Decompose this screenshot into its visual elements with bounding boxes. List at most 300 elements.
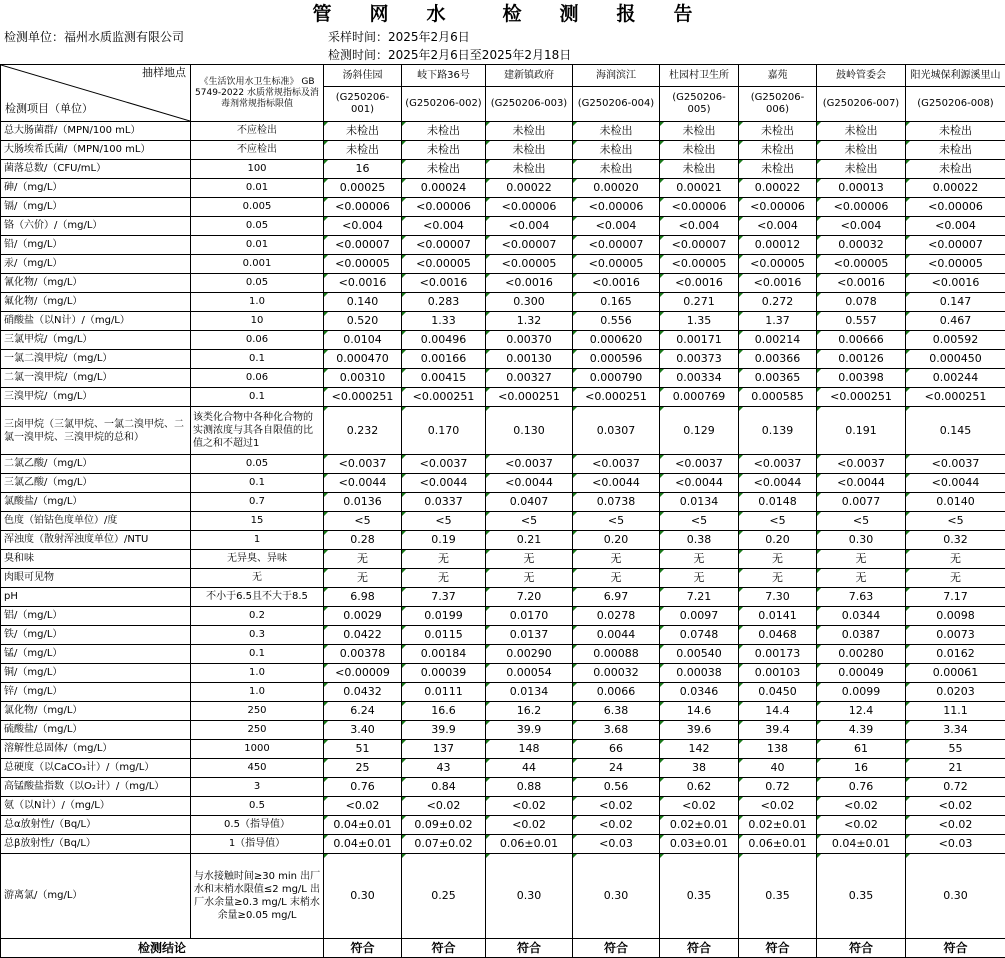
result-value: 0.06±0.01 xyxy=(739,835,817,854)
result-value: 0.0748 xyxy=(660,626,739,645)
result-value: 未检出 xyxy=(324,122,402,141)
result-value: 未检出 xyxy=(402,141,486,160)
result-value: 0.76 xyxy=(324,778,402,797)
result-value: <5 xyxy=(402,512,486,531)
result-value: <0.00006 xyxy=(573,198,660,217)
item-name: 汞/（mg/L） xyxy=(1,255,191,274)
result-value: 0.0044 xyxy=(573,626,660,645)
result-value: <5 xyxy=(739,512,817,531)
result-value: 138 xyxy=(739,740,817,759)
result-value: 无 xyxy=(660,569,739,588)
result-value: <0.000251 xyxy=(486,388,573,407)
item-name: 一氯二溴甲烷/（mg/L） xyxy=(1,350,191,369)
result-value: <5 xyxy=(486,512,573,531)
standard-limit: 0.01 xyxy=(191,179,324,198)
result-value: 无 xyxy=(906,569,1005,588)
result-value: 38 xyxy=(660,759,739,778)
standard-limit: 不应检出 xyxy=(191,122,324,141)
item-name: 硫酸盐/（mg/L） xyxy=(1,721,191,740)
result-value: <0.0037 xyxy=(817,455,906,474)
site-name: 建新镇政府 xyxy=(486,65,573,87)
result-value: 39.4 xyxy=(739,721,817,740)
result-value: 0.00171 xyxy=(660,331,739,350)
result-value: 0.0029 xyxy=(324,607,402,626)
table-row xyxy=(1,683,1005,702)
result-value: 无 xyxy=(817,550,906,569)
item-name: 游离氯/（mg/L） xyxy=(1,854,191,939)
site-name: 嘉苑 xyxy=(739,65,817,87)
result-value: 未检出 xyxy=(486,122,573,141)
result-value: 0.00130 xyxy=(486,350,573,369)
table-row xyxy=(1,388,1005,407)
result-value: 0.0137 xyxy=(486,626,573,645)
result-value: 0.0407 xyxy=(486,493,573,512)
result-value: 0.0140 xyxy=(906,493,1005,512)
result-value: 0.00540 xyxy=(660,645,739,664)
standard-limit: 0.7 xyxy=(191,493,324,512)
standard-limit: 不小于6.5且不大于8.5 xyxy=(191,588,324,607)
result-value: 0.72 xyxy=(739,778,817,797)
standard-limit: 0.1 xyxy=(191,388,324,407)
table-row xyxy=(1,331,1005,350)
result-value: 0.25 xyxy=(402,854,486,939)
result-value: <0.00007 xyxy=(906,236,1005,255)
result-value: 未检出 xyxy=(402,160,486,179)
result-value: 0.557 xyxy=(817,312,906,331)
standard-limit: 450 xyxy=(191,759,324,778)
result-value: 16 xyxy=(817,759,906,778)
table-row xyxy=(1,236,1005,255)
result-value: 0.00214 xyxy=(739,331,817,350)
standard-limit: 0.5 xyxy=(191,797,324,816)
result-value: 0.000470 xyxy=(324,350,402,369)
item-name: 总硬度（以CaCO₃计）/（mg/L） xyxy=(1,759,191,778)
result-value: 0.271 xyxy=(660,293,739,312)
result-value: 0.000769 xyxy=(660,388,739,407)
result-value: 0.30 xyxy=(486,854,573,939)
conclusion-value: 符合 xyxy=(739,939,817,958)
standard-limit: 0.1 xyxy=(191,474,324,493)
standard-limit: 0.1 xyxy=(191,645,324,664)
result-value: <0.00007 xyxy=(486,236,573,255)
result-value: 0.0148 xyxy=(739,493,817,512)
result-value: 3.40 xyxy=(324,721,402,740)
result-value: <0.0044 xyxy=(906,474,1005,493)
result-value: 0.76 xyxy=(817,778,906,797)
result-value: 0.00032 xyxy=(573,664,660,683)
result-value: 0.130 xyxy=(486,407,573,455)
result-value: 0.00280 xyxy=(817,645,906,664)
result-value: 6.24 xyxy=(324,702,402,721)
result-value: 0.00020 xyxy=(573,179,660,198)
result-value: 0.62 xyxy=(660,778,739,797)
table-row xyxy=(1,759,1005,778)
result-value: 0.00415 xyxy=(402,369,486,388)
table-row xyxy=(1,512,1005,531)
result-value: <0.004 xyxy=(660,217,739,236)
sample-code: (G250206-003) xyxy=(486,87,573,122)
table-row xyxy=(1,141,1005,160)
standard-limit: 0.5（指导值） xyxy=(191,816,324,835)
result-value: <5 xyxy=(324,512,402,531)
result-value: <0.0016 xyxy=(739,274,817,293)
result-value: 未检出 xyxy=(817,160,906,179)
item-name: 臭和味 xyxy=(1,550,191,569)
result-value: <0.00005 xyxy=(906,255,1005,274)
result-value: <0.004 xyxy=(486,217,573,236)
result-value: 0.0136 xyxy=(324,493,402,512)
result-value: 0.078 xyxy=(817,293,906,312)
result-value: 0.165 xyxy=(573,293,660,312)
result-value: <0.000251 xyxy=(324,388,402,407)
result-value: 0.00173 xyxy=(739,645,817,664)
result-value: 未检出 xyxy=(817,141,906,160)
result-value: 0.00061 xyxy=(906,664,1005,683)
result-value: <0.000251 xyxy=(906,388,1005,407)
table-row xyxy=(1,626,1005,645)
standard-limit: 1.0 xyxy=(191,683,324,702)
site-name: 岐下路36号 xyxy=(402,65,486,87)
result-value: 0.21 xyxy=(486,531,573,550)
table-row xyxy=(1,474,1005,493)
standard-limit: 0.005 xyxy=(191,198,324,217)
result-value: 0.191 xyxy=(817,407,906,455)
result-value: <0.0016 xyxy=(906,274,1005,293)
standard-limit: 0.3 xyxy=(191,626,324,645)
site-name: 杜园村卫生所 xyxy=(660,65,739,87)
standard-limit: 与水接触时间≥30 min 出厂水和末梢水限值≤2 mg/L 出厂水余量≥0.3 mg/L 末梢水余量≥0.05 mg/L xyxy=(191,854,324,939)
result-value: 55 xyxy=(906,740,1005,759)
result-value: 0.000620 xyxy=(573,331,660,350)
item-name: 氟化物/（mg/L） xyxy=(1,293,191,312)
result-value: 0.07±0.02 xyxy=(402,835,486,854)
result-value: 0.00166 xyxy=(402,350,486,369)
table-row xyxy=(1,569,1005,588)
result-value: 无 xyxy=(739,569,817,588)
result-value: 无 xyxy=(486,569,573,588)
result-value: 0.0073 xyxy=(906,626,1005,645)
result-value: <0.004 xyxy=(402,217,486,236)
result-value: 0.20 xyxy=(739,531,817,550)
result-value: 0.00054 xyxy=(486,664,573,683)
result-value: 0.00021 xyxy=(660,179,739,198)
sample-code: (G250206-002) xyxy=(402,87,486,122)
sampling-time: 采样时间：2025年2月6日 xyxy=(328,28,470,46)
report-table xyxy=(0,64,1005,958)
result-value: 0.02±0.01 xyxy=(739,816,817,835)
result-value: 0.0422 xyxy=(324,626,402,645)
result-value: <0.00007 xyxy=(324,236,402,255)
result-value: <0.00006 xyxy=(739,198,817,217)
result-value: 0.00012 xyxy=(739,236,817,255)
table-row xyxy=(1,797,1005,816)
item-name: 氯酸盐/（mg/L） xyxy=(1,493,191,512)
result-value: 137 xyxy=(402,740,486,759)
result-value: 0.00049 xyxy=(817,664,906,683)
result-value: 0.32 xyxy=(906,531,1005,550)
result-value: <0.02 xyxy=(739,797,817,816)
result-value: <0.02 xyxy=(486,816,573,835)
result-value: 0.520 xyxy=(324,312,402,331)
result-value: 0.000450 xyxy=(906,350,1005,369)
table-row xyxy=(1,274,1005,293)
table-row xyxy=(1,369,1005,388)
item-name: pH xyxy=(1,588,191,607)
result-value: 0.129 xyxy=(660,407,739,455)
result-value: 0.0104 xyxy=(324,331,402,350)
result-value: 0.00088 xyxy=(573,645,660,664)
table-row xyxy=(1,550,1005,569)
result-value: 未检出 xyxy=(573,160,660,179)
result-value: 0.00244 xyxy=(906,369,1005,388)
result-value: <0.0037 xyxy=(324,455,402,474)
testing-unit: 检测单位：福州水质监测有限公司 xyxy=(4,28,184,46)
result-value: <0.00005 xyxy=(817,255,906,274)
result-value: 11.1 xyxy=(906,702,1005,721)
result-value: 24 xyxy=(573,759,660,778)
result-value: 未检出 xyxy=(486,160,573,179)
result-value: 51 xyxy=(324,740,402,759)
result-value: 无 xyxy=(486,550,573,569)
result-value: 未检出 xyxy=(486,141,573,160)
item-name: 三溴甲烷/（mg/L） xyxy=(1,388,191,407)
result-value: <0.000251 xyxy=(573,388,660,407)
conclusion-row xyxy=(1,939,1005,958)
result-value: 无 xyxy=(324,569,402,588)
result-value: 0.84 xyxy=(402,778,486,797)
result-value: 0.35 xyxy=(739,854,817,939)
result-value: 61 xyxy=(817,740,906,759)
result-value: 7.37 xyxy=(402,588,486,607)
result-value: <0.02 xyxy=(817,797,906,816)
result-value: <0.02 xyxy=(486,797,573,816)
sample-code: (G250206-006) xyxy=(739,87,817,122)
result-value: 0.35 xyxy=(660,854,739,939)
result-value: <0.004 xyxy=(739,217,817,236)
table-row xyxy=(1,217,1005,236)
result-value: 未检出 xyxy=(324,141,402,160)
table-row xyxy=(1,493,1005,512)
result-value: <0.00005 xyxy=(573,255,660,274)
result-value: 0.00334 xyxy=(660,369,739,388)
sample-code: (G250206-004) xyxy=(573,87,660,122)
result-value: <0.02 xyxy=(660,797,739,816)
result-value: <0.0044 xyxy=(817,474,906,493)
site-name: 汤斜佳园 xyxy=(324,65,402,87)
item-name: 菌落总数/（CFU/mL） xyxy=(1,160,191,179)
result-value: 39.9 xyxy=(486,721,573,740)
table-row xyxy=(1,778,1005,797)
item-name: 总β放射性/（Bq/L） xyxy=(1,835,191,854)
standard-limit: 0.2 xyxy=(191,607,324,626)
result-value: 14.4 xyxy=(739,702,817,721)
result-value: 0.30 xyxy=(324,854,402,939)
conclusion-label: 检测结论 xyxy=(1,939,324,958)
item-name: 三氯甲烷/（mg/L） xyxy=(1,331,191,350)
table-row xyxy=(1,740,1005,759)
result-value: <0.0016 xyxy=(486,274,573,293)
item-name: 铜/（mg/L） xyxy=(1,664,191,683)
result-value: 7.20 xyxy=(486,588,573,607)
standard-limit: 0.06 xyxy=(191,369,324,388)
result-value: 0.09±0.02 xyxy=(402,816,486,835)
result-value: <0.00005 xyxy=(486,255,573,274)
result-value: 0.0199 xyxy=(402,607,486,626)
result-value: <0.00005 xyxy=(660,255,739,274)
result-value: 3.68 xyxy=(573,721,660,740)
result-value: 0.0450 xyxy=(739,683,817,702)
result-value: <0.0037 xyxy=(402,455,486,474)
result-value: <5 xyxy=(573,512,660,531)
result-value: 0.00032 xyxy=(817,236,906,255)
result-value: <0.004 xyxy=(817,217,906,236)
result-value: 0.556 xyxy=(573,312,660,331)
standard-limit: 不应检出 xyxy=(191,141,324,160)
result-value: 0.35 xyxy=(817,854,906,939)
result-value: <0.02 xyxy=(573,816,660,835)
item-name: 二氯乙酸/（mg/L） xyxy=(1,455,191,474)
corner-bottom-label: 检测项目（单位） xyxy=(5,103,93,115)
result-value: 43 xyxy=(402,759,486,778)
result-value: 无 xyxy=(573,569,660,588)
result-value: 0.140 xyxy=(324,293,402,312)
result-value: 0.00378 xyxy=(324,645,402,664)
result-value: 0.00022 xyxy=(486,179,573,198)
result-value: 1.37 xyxy=(739,312,817,331)
result-value: <0.0016 xyxy=(817,274,906,293)
result-value: 0.00373 xyxy=(660,350,739,369)
standard-limit: 无异臭、异味 xyxy=(191,550,324,569)
result-value: 7.63 xyxy=(817,588,906,607)
standard-limit: 0.06 xyxy=(191,331,324,350)
result-value: 0.30 xyxy=(906,854,1005,939)
result-value: <0.00005 xyxy=(324,255,402,274)
item-name: 肉眼可见物 xyxy=(1,569,191,588)
item-name: 大肠埃希氏菌/（MPN/100 mL） xyxy=(1,141,191,160)
result-value: 142 xyxy=(660,740,739,759)
result-value: 未检出 xyxy=(906,160,1005,179)
result-value: 0.00366 xyxy=(739,350,817,369)
item-name: 铝/（mg/L） xyxy=(1,607,191,626)
result-value: <0.00006 xyxy=(817,198,906,217)
result-value: 未检出 xyxy=(817,122,906,141)
item-name: 溶解性总固体/（mg/L） xyxy=(1,740,191,759)
result-value: 0.00022 xyxy=(739,179,817,198)
site-name: 阳光城保利源溪里山 xyxy=(906,65,1005,87)
result-value: 未检出 xyxy=(660,141,739,160)
result-value: <0.00007 xyxy=(573,236,660,255)
item-name: 三卤甲烷（三氯甲烷、一氯二溴甲烷、二氯一溴甲烷、三溴甲烷的总和） xyxy=(1,407,191,455)
result-value: <0.00006 xyxy=(906,198,1005,217)
result-value: 7.17 xyxy=(906,588,1005,607)
result-value: <0.00006 xyxy=(660,198,739,217)
result-value: <0.0044 xyxy=(660,474,739,493)
standard-limit: 1（指导值） xyxy=(191,835,324,854)
result-value: <0.02 xyxy=(906,816,1005,835)
standard-limit: 1.0 xyxy=(191,664,324,683)
result-value: 无 xyxy=(660,550,739,569)
standard-limit: 250 xyxy=(191,702,324,721)
table-row xyxy=(1,588,1005,607)
standard-limit: 250 xyxy=(191,721,324,740)
result-value: 未检出 xyxy=(739,160,817,179)
result-value: 44 xyxy=(486,759,573,778)
result-value: 未检出 xyxy=(660,122,739,141)
result-value: <0.02 xyxy=(573,797,660,816)
conclusion-value: 符合 xyxy=(402,939,486,958)
standard-limit: 1 xyxy=(191,531,324,550)
result-value: 0.20 xyxy=(573,531,660,550)
result-value: 16 xyxy=(324,160,402,179)
result-value: 3.34 xyxy=(906,721,1005,740)
result-value: 0.02±0.01 xyxy=(660,816,739,835)
result-value: 39.9 xyxy=(402,721,486,740)
result-value: <0.0037 xyxy=(906,455,1005,474)
result-value: 0.04±0.01 xyxy=(324,816,402,835)
result-value: <0.004 xyxy=(573,217,660,236)
result-value: <5 xyxy=(660,512,739,531)
result-value: <0.0016 xyxy=(324,274,402,293)
site-name: 海润滨江 xyxy=(573,65,660,87)
result-value: 0.00184 xyxy=(402,645,486,664)
result-value: 0.0111 xyxy=(402,683,486,702)
result-value: 0.000790 xyxy=(573,369,660,388)
result-value: 14.6 xyxy=(660,702,739,721)
result-value: 无 xyxy=(573,550,660,569)
result-value: <0.02 xyxy=(906,797,1005,816)
result-value: <0.0016 xyxy=(573,274,660,293)
standard-limit: 该类化合物中各种化合物的实测浓度与其各自限值的比值之和不超过1 xyxy=(191,407,324,455)
result-value: 16.2 xyxy=(486,702,573,721)
result-value: 0.00370 xyxy=(486,331,573,350)
result-value: 0.0097 xyxy=(660,607,739,626)
result-value: 0.0337 xyxy=(402,493,486,512)
table-row xyxy=(1,645,1005,664)
standard-limit: 1000 xyxy=(191,740,324,759)
result-value: 4.39 xyxy=(817,721,906,740)
result-value: 0.0468 xyxy=(739,626,817,645)
result-value: 0.0344 xyxy=(817,607,906,626)
result-value: <0.0044 xyxy=(739,474,817,493)
result-value: 21 xyxy=(906,759,1005,778)
result-value: 0.0162 xyxy=(906,645,1005,664)
result-value: 7.21 xyxy=(660,588,739,607)
result-value: 148 xyxy=(486,740,573,759)
standard-limit: 0.01 xyxy=(191,236,324,255)
result-value: 0.00024 xyxy=(402,179,486,198)
table-row xyxy=(1,312,1005,331)
result-value: <0.0044 xyxy=(324,474,402,493)
table-row xyxy=(1,664,1005,683)
result-value: 0.72 xyxy=(906,778,1005,797)
result-value: <0.0044 xyxy=(402,474,486,493)
result-value: 25 xyxy=(324,759,402,778)
table-row xyxy=(1,160,1005,179)
table-row xyxy=(1,293,1005,312)
result-value: <0.00006 xyxy=(486,198,573,217)
result-value: <0.000251 xyxy=(402,388,486,407)
item-name: 高锰酸盐指数（以O₂计）/（mg/L） xyxy=(1,778,191,797)
conclusion-value: 符合 xyxy=(817,939,906,958)
result-value: 0.0115 xyxy=(402,626,486,645)
standard-limit: 0.05 xyxy=(191,455,324,474)
result-value: 39.6 xyxy=(660,721,739,740)
table-row xyxy=(1,816,1005,835)
result-value: <0.0037 xyxy=(573,455,660,474)
result-value: 0.19 xyxy=(402,531,486,550)
standard-limit: 3 xyxy=(191,778,324,797)
item-name: 氨（以N计）/（mg/L） xyxy=(1,797,191,816)
